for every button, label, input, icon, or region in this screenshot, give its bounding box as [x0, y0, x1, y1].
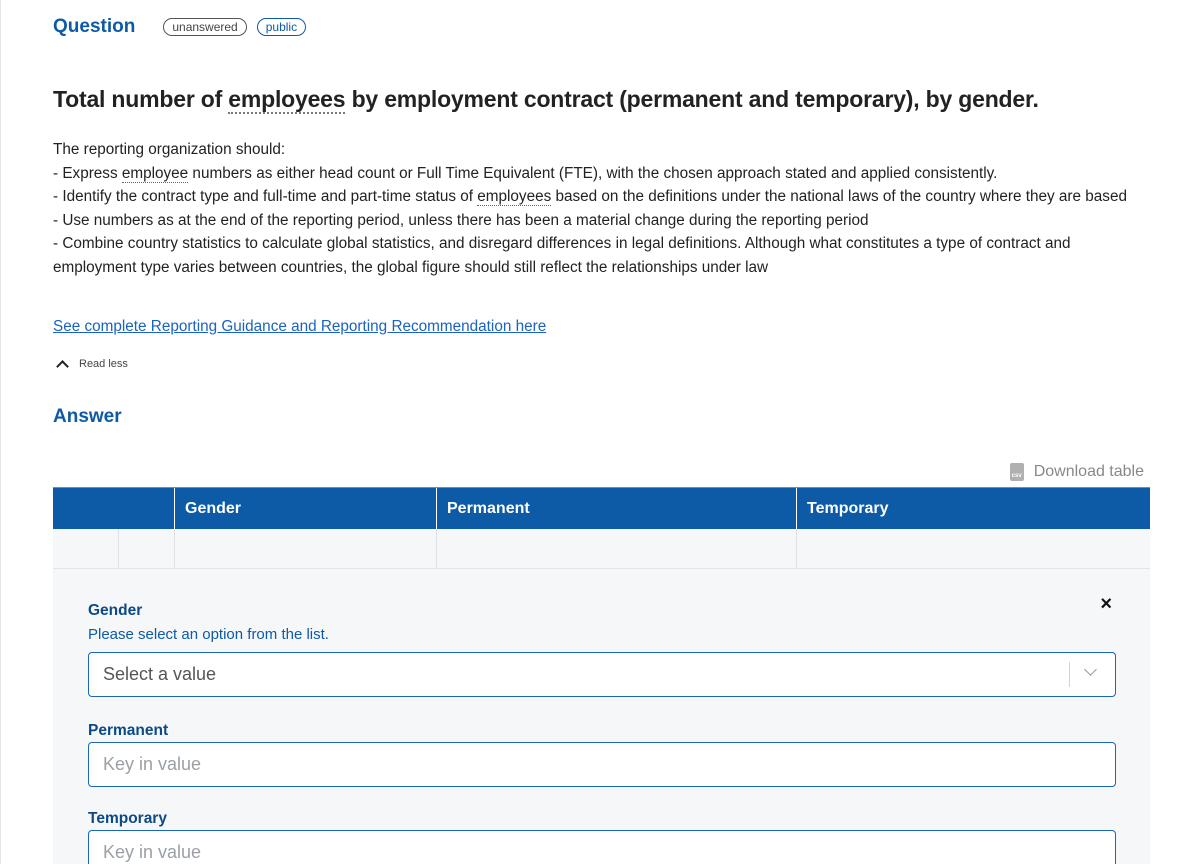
row-edit-panel	[53, 569, 1150, 864]
header-cell-gender: Gender	[174, 488, 436, 529]
gender-select-value: Select a value	[103, 664, 217, 684]
row-cell-permanent	[436, 529, 796, 568]
row-cell-temporary	[796, 529, 1150, 568]
read-less-toggle[interactable]	[58, 357, 128, 371]
chevron-up-icon	[56, 360, 69, 373]
permanent-input[interactable]: Key in value	[88, 742, 1116, 787]
close-icon[interactable]: ×	[1100, 593, 1112, 615]
guidance-line: - Identify the contract type and full-time and part-time status of employees based on the definitions under the national laws of the country where they are based	[53, 188, 1127, 205]
guidance-line: - Express employee numbers as either head count or Full Time Equivalent (FTE), with the chosen approach stated and applied consistently.	[53, 164, 998, 182]
table-row[interactable]	[53, 529, 1150, 569]
guidance-line: - Combine country statistics to calculate global statistics, and disregard differences in legal definitions. Although what constitutes a type of contract and employment type varies between countries, the global figure should still reflect the relationships under law	[53, 235, 1071, 276]
header-cell-blank	[53, 488, 174, 529]
term-employees-tooltip[interactable]: employees	[477, 188, 552, 205]
gender-select[interactable]	[88, 652, 1116, 697]
temporary-input[interactable]: Key in value	[88, 830, 1116, 864]
download-table-button[interactable]	[1010, 463, 1144, 481]
page-left-border	[0, 0, 1, 864]
row-handle-cell	[53, 529, 118, 568]
guidance-intro: The reporting organization should:	[53, 141, 286, 158]
guidance-line: - Use numbers as at the end of the reporting period, unless there has been a material change during the reporting period	[53, 211, 869, 229]
question-title: Total number of employees by employment contract (permanent and temporary), by gender.	[53, 86, 1039, 112]
term-employee-tooltip[interactable]: employee	[121, 164, 189, 182]
answer-section-label: Answer	[53, 406, 122, 427]
select-indicator[interactable]	[1069, 662, 1115, 687]
row-action-cell	[118, 529, 174, 568]
gender-field-label: Gender	[88, 602, 143, 619]
read-less-label: Read less	[79, 358, 128, 370]
answer-table	[53, 487, 1150, 569]
gender-field-help: Please select an option from the list.	[88, 626, 329, 643]
row-cell-gender	[174, 529, 436, 568]
reporting-guidance	[53, 138, 1133, 279]
status-badge: unanswered	[163, 18, 246, 36]
chevron-down-icon	[1084, 663, 1097, 676]
header-cell-permanent: Permanent	[436, 488, 796, 529]
complete-guidance-link[interactable]: See complete Reporting Guidance and Reporting Recommendation here	[53, 318, 547, 335]
csv-file-icon	[1010, 463, 1024, 481]
question-header	[53, 16, 306, 38]
term-employees-tooltip[interactable]: employees	[228, 86, 346, 112]
visibility-badge: public	[257, 18, 306, 36]
download-table-label: Download table	[1033, 463, 1144, 480]
question-section-label: Question	[53, 16, 136, 37]
table-header-row	[53, 487, 1150, 529]
header-cell-temporary: Temporary	[796, 488, 1150, 529]
permanent-field-label: Permanent	[88, 722, 169, 739]
temporary-field-label: Temporary	[88, 810, 167, 827]
